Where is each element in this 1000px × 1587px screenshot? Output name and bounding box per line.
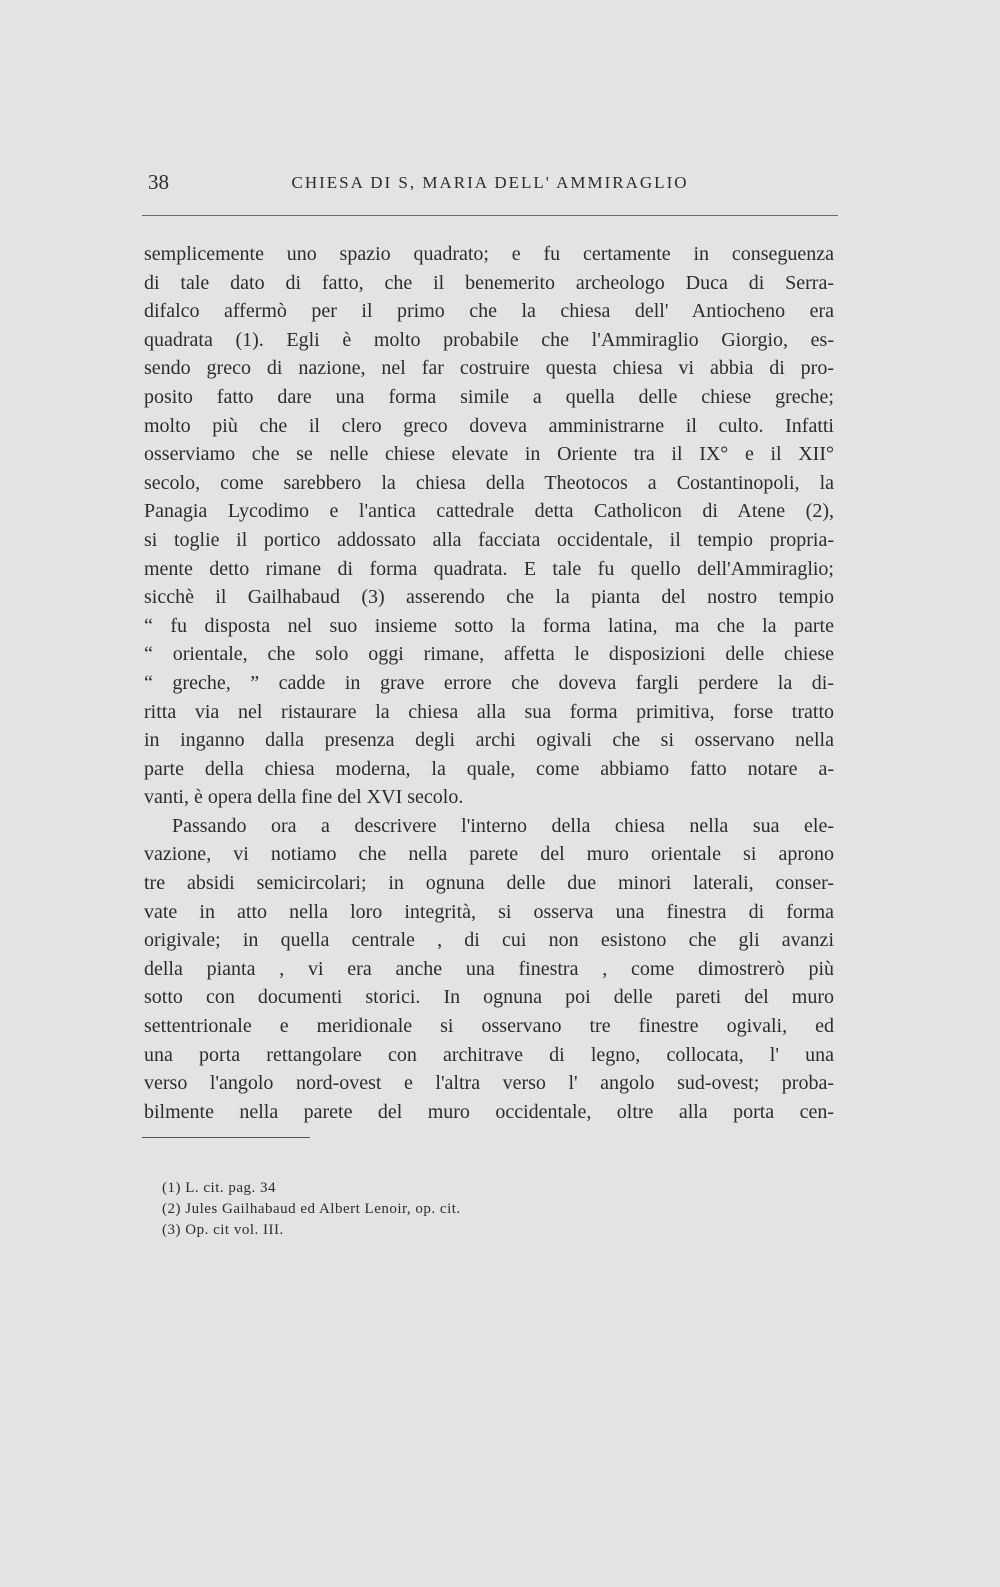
text-line: si toglie il portico addossato alla facciata occidentale, il tempio propria- [144,528,834,551]
paragraph-start-line: Passando ora a descrivere l'interno della chiesa nella sua ele- [172,814,834,837]
text-line: settentrionale e meridionale si osservano tre finestre ogivali, ed [144,1015,834,1038]
text-line: parte della chiesa moderna, la quale, come abbiamo fatto notare a- [144,757,834,780]
text-line: ritta via nel ristaurare la chiesa alla sua forma primitiva, forse tratto [144,700,834,723]
text-line: verso l'angolo nord-ovest e l'altra verso l' angolo sud-ovest; proba- [144,1072,834,1095]
footnote-rule [142,1137,310,1138]
page-header [142,170,838,200]
text-line: posito fatto dare una forma simile a quella delle chiese greche; [144,385,834,408]
running-title: CHIESA DI S, MARIA DELL' AMMIRAGLIO [291,173,689,192]
text-line: “ greche, ” cadde in grave errore che doveva fargli perdere la di- [144,671,834,694]
header-rule [142,215,838,216]
text-line: Panagia Lycodimo e l'antica cattedrale detta Catholicon di Atene (2), [144,500,834,523]
text-line: semplicemente uno spazio quadrato; e fu certamente in conseguenza [144,243,834,265]
text-line: di tale dato di fatto, che il benemerito archeologo Duca di Serra- [144,271,834,294]
footnote: (1) L. cit. pag. 34 [162,1180,277,1196]
text-line: tre absidi semicircolari; in ognuna delle due minori laterali, conser- [144,872,834,895]
paragraph-end-line: vanti, è opera della fine del XVI secolo. [144,786,464,809]
page-number: 38 [148,170,169,194]
text-line: vate in atto nella loro integrità, si osserva una finestra di forma [144,900,834,923]
text-line: molto più che il clero greco doveva amministrarne il culto. Infatti [144,414,834,437]
text-line: “ orientale, che solo oggi rimane, affetta le disposizioni delle chiese [144,643,834,666]
text-line: “ fu disposta nel suo insieme sotto la forma latina, ma che la parte [144,614,834,637]
text-line: quadrata (1). Egli è molto probabile che l'Ammiraglio Giorgio, es- [144,328,834,351]
footnote: (3) Op. cit vol. III. [162,1222,284,1238]
text-line: vazione, vi notiamo che nella parete del muro orientale si aprono [144,843,834,866]
text-line: sendo greco di nazione, nel far costruire questa chiesa vi abbia di pro- [144,357,834,380]
text-line: osserviamo che se nelle chiese elevate in Oriente tra il IX° e il XII° [144,443,834,466]
footnote: (2) Jules Gailhabaud ed Albert Lenoir, op. cit. [162,1201,461,1217]
text-line: bilmente nella parete del muro occidentale, oltre alla porta cen- [144,1100,834,1123]
text-line: mente detto rimane di forma quadrata. E tale fu quello dell'Ammiraglio; [144,557,834,580]
text-line: origivale; in quella centrale , di cui non esistono che gli avanzi [144,929,834,952]
text-line: sicchè il Gailhabaud (3) asserendo che la pianta del nostro tempio [144,586,834,609]
text-line: difalco affermò per il primo che la chiesa dell' Antiocheno era [144,300,834,323]
text-line: secolo, come sarebbero la chiesa della Theotocos a Costantinopoli, la [144,471,834,494]
text-line: una porta rettangolare con architrave di legno, collocata, l' una [144,1043,834,1066]
text-line: sotto con documenti storici. In ognuna poi delle pareti del muro [144,986,834,1009]
footnotes [162,1178,662,1241]
text-line: in inganno dalla presenza degli archi ogivali che si osservano nella [144,729,834,752]
text-line: della pianta , vi era anche una finestra , come dimostrerò più [144,957,834,980]
body-text [144,240,834,1126]
